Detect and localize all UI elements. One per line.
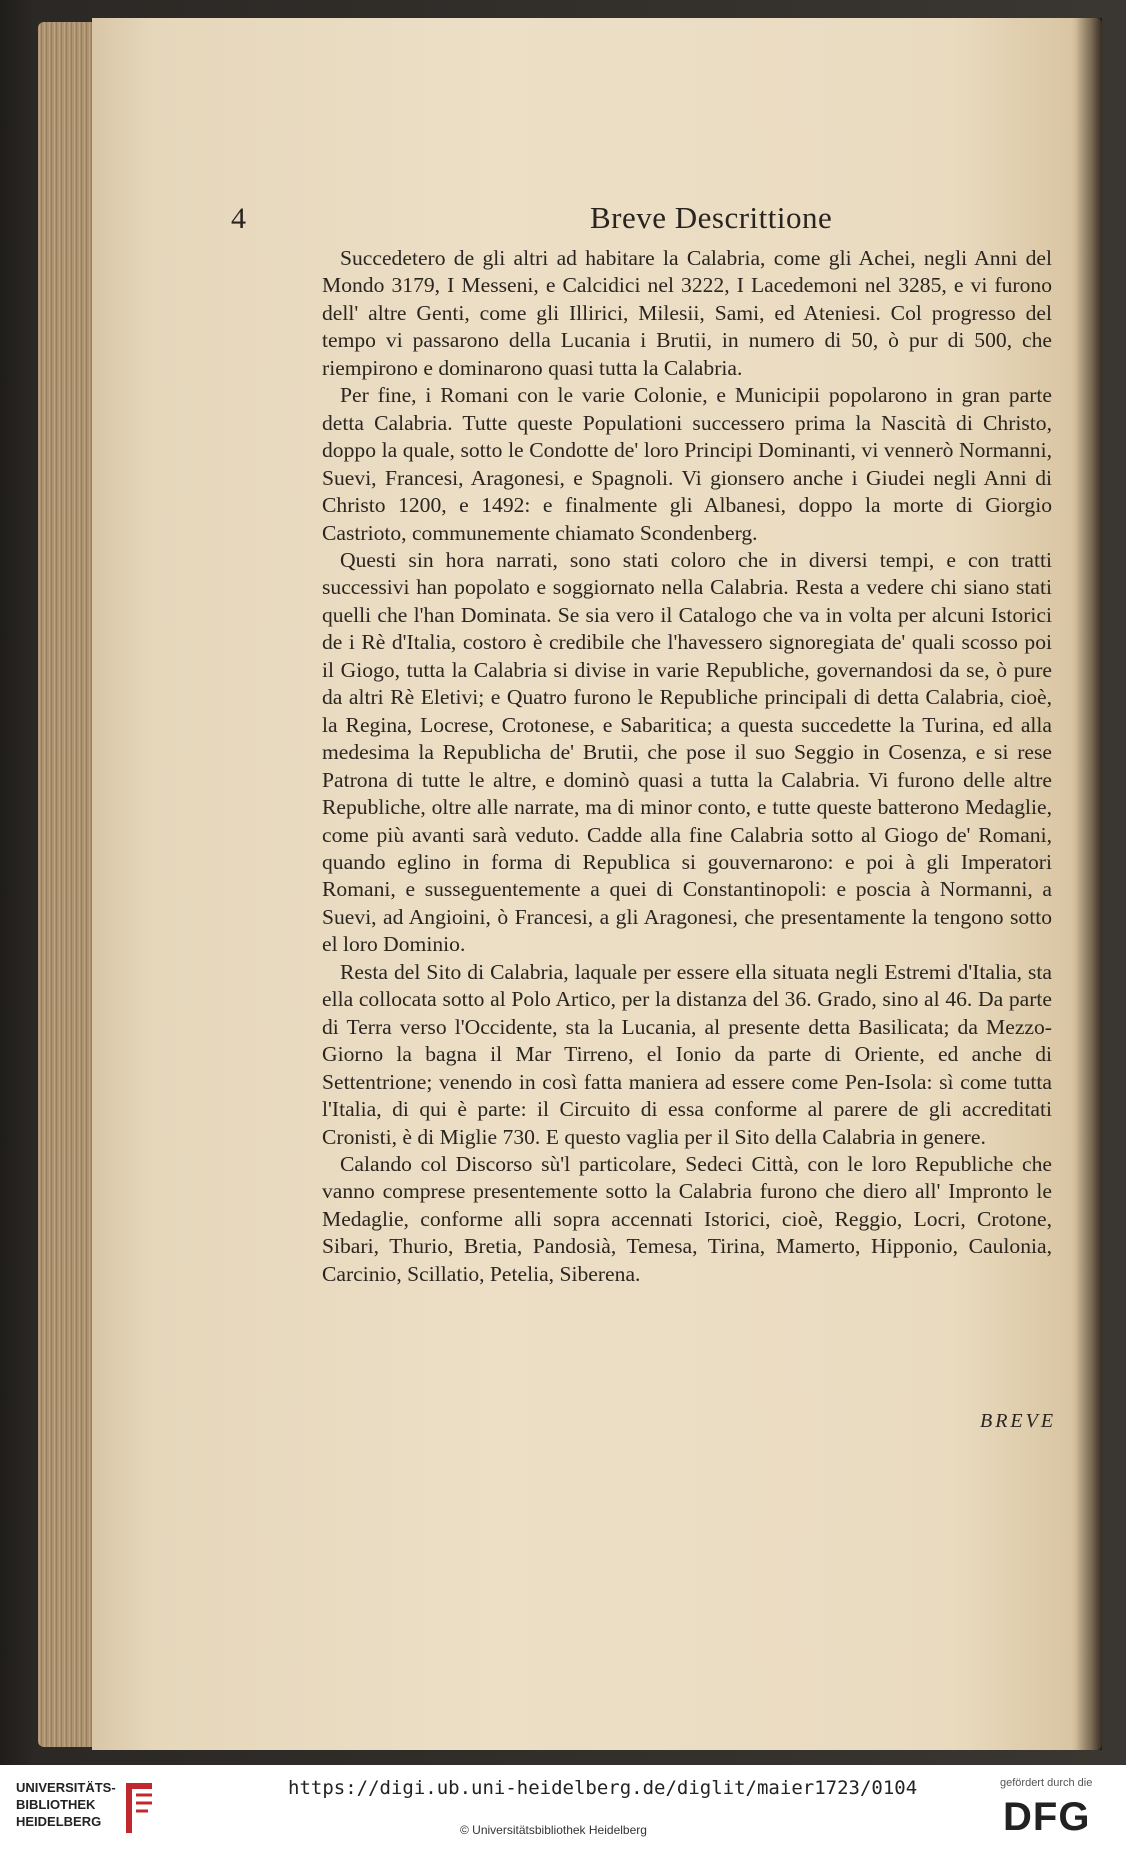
page-number: 4	[231, 202, 246, 235]
library-name-line2: BIBLIOTHEK	[16, 1797, 96, 1812]
body-text	[322, 245, 1052, 1288]
paragraph-5: Calando col Discorso sù'l particolare, Sedeci Città, con le loro Republiche che vanno comprese presentemente sotto la Calabria furono che diero all' Impronto le Medaglie, conforme alli sopra accennati Istorici, cioè, Reggio, Locri, Crotone, Sibari, Thurio, Bretia, Pandosià, Temesa, Tirina, Mamerto, Hipponio, Caulonia, Carcinio, Scillatio, Petelia, Siberena.	[322, 1151, 1052, 1286]
permalink-url[interactable]: https://digi.ub.uni-heidelberg.de/diglit/maier1723/0104	[288, 1777, 918, 1799]
paragraph-2: Per fine, i Romani con le varie Colonie, e Municipii popolarono in gran parte detta Calabria. Tutte queste Populationi successero prima la Nascità di Christo, doppo la quale, sotto le Condotte de' loro Principi Dominanti, vi vennerò Normanni, Suevi, Francesi, Aragonesi, e Spagnoli. Vi gionsero anche i Giudei negli Anni di Christo 1200, e 1492: e finalmente gli Albanesi, doppo la morte di Giorgio Castrioto, communemente chiamato Scondenberg.	[322, 383, 1052, 545]
dfg-logo[interactable]: DFG	[1003, 1795, 1091, 1839]
running-head: Breve Descrittione	[590, 200, 833, 235]
page-edges	[38, 22, 98, 1747]
gutter-shadow	[1076, 18, 1102, 1750]
copyright-notice: © Universitätsbibliothek Heidelberg	[460, 1823, 647, 1837]
catchword: BREVE	[980, 1410, 1057, 1432]
paragraph-3: Questi sin hora narrati, sono stati coloro che in diversi tempi, e con tratti successivi han popolato e soggiornato nella Calabria. Resta a vedere chi siano stati quelli che l'han Dominata. Se sia vero il Catalogo che va in volta per alcuni Istorici de i Rè d'Italia, costoro è credibile che l'havessero signoregiata de' quali scosso poi il Giogo, tutta la Calabria si divise in varie Republiche, governandosi da se, ò pure da altri Rè Eletivi; e Quatro furono le Republiche principali di detta Calabria, cioè, la Regina, Locrese, Crotonese, e Sabaritica; a questa succedette la Turina, ed alla medesima la Republicha de' Brutii, che pose il suo Seggio in Cosenza, e si rese Patrona di tutte le altre, e dominò quasi a tutta la Calabria. Vi furono delle altre Republiche, oltre alle narrate, ma di minor conto, e tutte queste batterono Medaglie, come più avanti sarà veduto. Cadde alla fine Calabria sotto al Giogo de' Romani, quando eglino in forma di Republica si gouvernarono: e poi à gli Imperatori Romani, e susseguentemente a quei di Constantinopoli: e poscia à Normanni, a Suevi, ad Angioini, ò Francesi, a gli Aragonesi, che presentamente la tengono sotto el loro Dominio.	[322, 547, 1052, 957]
paragraph-1: Succedetero de gli altri ad habitare la Calabria, come gli Achei, negli Anni del Mondo 3179, I Messeni, e Calcidici nel 3222, I Lacedemoni nel 3285, e vi furono dell' altre Genti, come gli Illirici, Milesii, Sami, ed Ateniesi. Col progresso del tempo vi passarono della Lucania i Brutii, in numero di 50, ò pur di 500, che riempirono e dominarono quasi tutta la Calabria.	[322, 246, 1052, 380]
paragraph-4: Resta del Sito di Calabria, laquale per essere ella situata negli Estremi d'Italia, sta ella collocata sotto al Polo Artico, per la distanza del 36. Grado, sino al 46. Da parte di Terra verso l'Occidente, sta la Lucania, al presente detta Basilicata; da Mezzo-Giorno la bagna il Mar Tirreno, el Ionio da parte di Oriente, ed anche di Settentrione; venendo in così fatta maniera ad essere come Pen-Isola: sì come tutta l'Italia, di qui è parte: il Circuito di essa conforme al parere de gli accreditati Cronisti, è di Miglie 730. E questo vaglia per il Sito della Calabria in genere.	[322, 959, 1052, 1149]
viewer-footer	[0, 1765, 1126, 1850]
library-name-line3: HEIDELBERG	[16, 1814, 102, 1829]
library-name-line1: UNIVERSITÄTS-	[16, 1780, 116, 1795]
library-mark-icon	[122, 1779, 156, 1837]
funding-label: gefördert durch die	[1000, 1777, 1093, 1789]
